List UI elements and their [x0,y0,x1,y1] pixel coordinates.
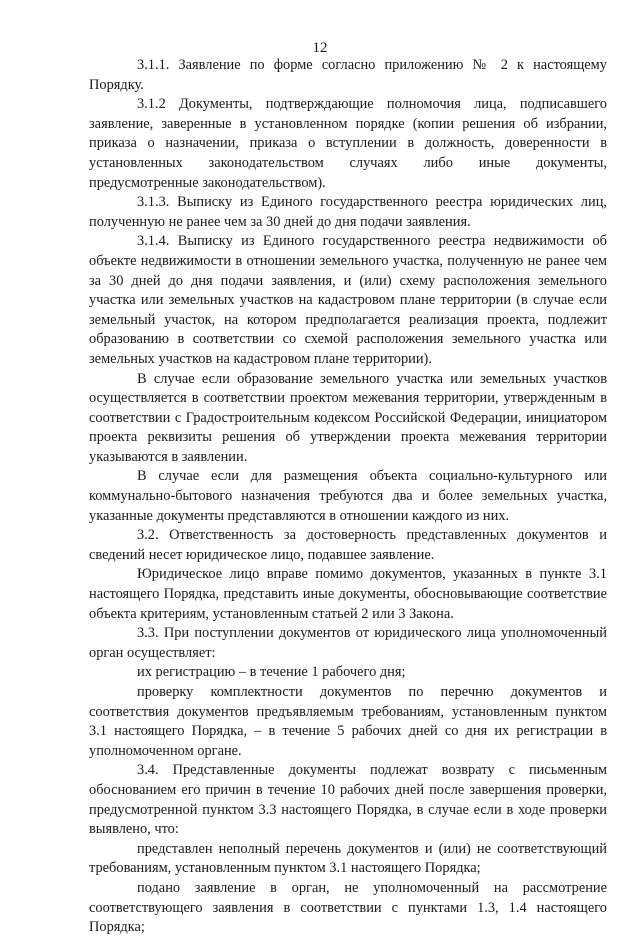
paragraph-3-1-4: 3.1.4. Выписку из Единого государственного реестра недвижимости об объекте недвижимости в отношении земельного участка, полученную не ранее чем за 30 дней до дня подачи заявления, и (или) схему расположения земельного участка или земельных участков на кадастровом плане территории (в случае если земельный участок, на котором предполагается реализация проекта, подлежит образованию в соответствии со схемой расположения земельного участка или земельных участков на кадастровом плане территории). [89,233,607,367]
paragraph-3-2: 3.2. Ответственность за достоверность представленных документов и сведений несет юридическое лицо, подавшее заявление. [89,527,607,563]
paragraph-3-1-3: 3.1.3. Выписку из Единого государственного реестра юридических лиц, полученную не ранее чем за 30 дней до дня подачи заявления. [89,194,607,230]
paragraph-incomplete-list: представлен неполный перечень документов и (или) не соответствующий требованиям, установленным пунктом 3.1 настоящего Порядка; [89,840,607,877]
paragraph-multiple-plots: В случае если для размещения объекта социально-культурного или коммунально-бытового назначения требуются два и более земельных участка, указанные документы представляются в отношении каждого из них. [89,468,607,524]
paragraph-registration: их регистрацию – в течение 1 рабочего дня; [137,664,406,681]
paragraph-completeness-check: проверку комплектности документов по перечню документов и соответствия документов предъявляемым требованиям, установленным пунктом 3.1 настоящего Порядка, – в течение 5 рабочих дней со дня их регистрации в уполномоченном органе. [89,684,607,759]
page-number: 12 [312,40,328,56]
document-body [89,56,607,938]
paragraph-wrong-authority: подано заявление в орган, не уполномоченный на рассмотрение соответствующего заявления в соответствии с пунктами 1.3, 1.4 настоящего Порядка; [89,879,607,936]
paragraph-3-3: 3.3. При поступлении документов от юридического лица уполномоченный орган осуществляет: [89,625,607,661]
paragraph-3-1-1: 3.1.1. Заявление по форме согласно приложению № 2 к настоящему Порядку. [89,57,607,93]
paragraph-land-survey: В случае если образование земельного участка или земельных участков осуществляется в соответствии проектом межевания территории, утвержденным в соответствии с Градостроительным кодексом Российской Федерации, инициатором проекта реквизиты решения об утверждении проекта межевания территории указываются в заявлении. [89,370,607,465]
paragraph-3-4: 3.4. Представленные документы подлежат возврату с письменным обоснованием его причин в течение 10 рабочих дней после завершения проверки, предусмотренной пунктом 3.3 настоящего Порядка, в случае если в ходе проверки выявлено, что: [89,762,607,838]
paragraph-3-1-2: 3.1.2 Документы, подтверждающие полномочия лица, подписавшего заявление, заверенные в установленном порядке (копии решения об избрании, приказа о назначении, приказа о вступлении в должность, доверенности в установленных законодательством случаях либо иные документы, предусмотренные законодательством). [89,96,607,191]
paragraph-other-documents: Юридическое лицо вправе помимо документов, указанных в пункте 3.1 настоящего Порядка, представить иные документы, обосновывающие соответствие объекта критериям, установленным статьей 2 или 3 Закона. [89,566,607,622]
